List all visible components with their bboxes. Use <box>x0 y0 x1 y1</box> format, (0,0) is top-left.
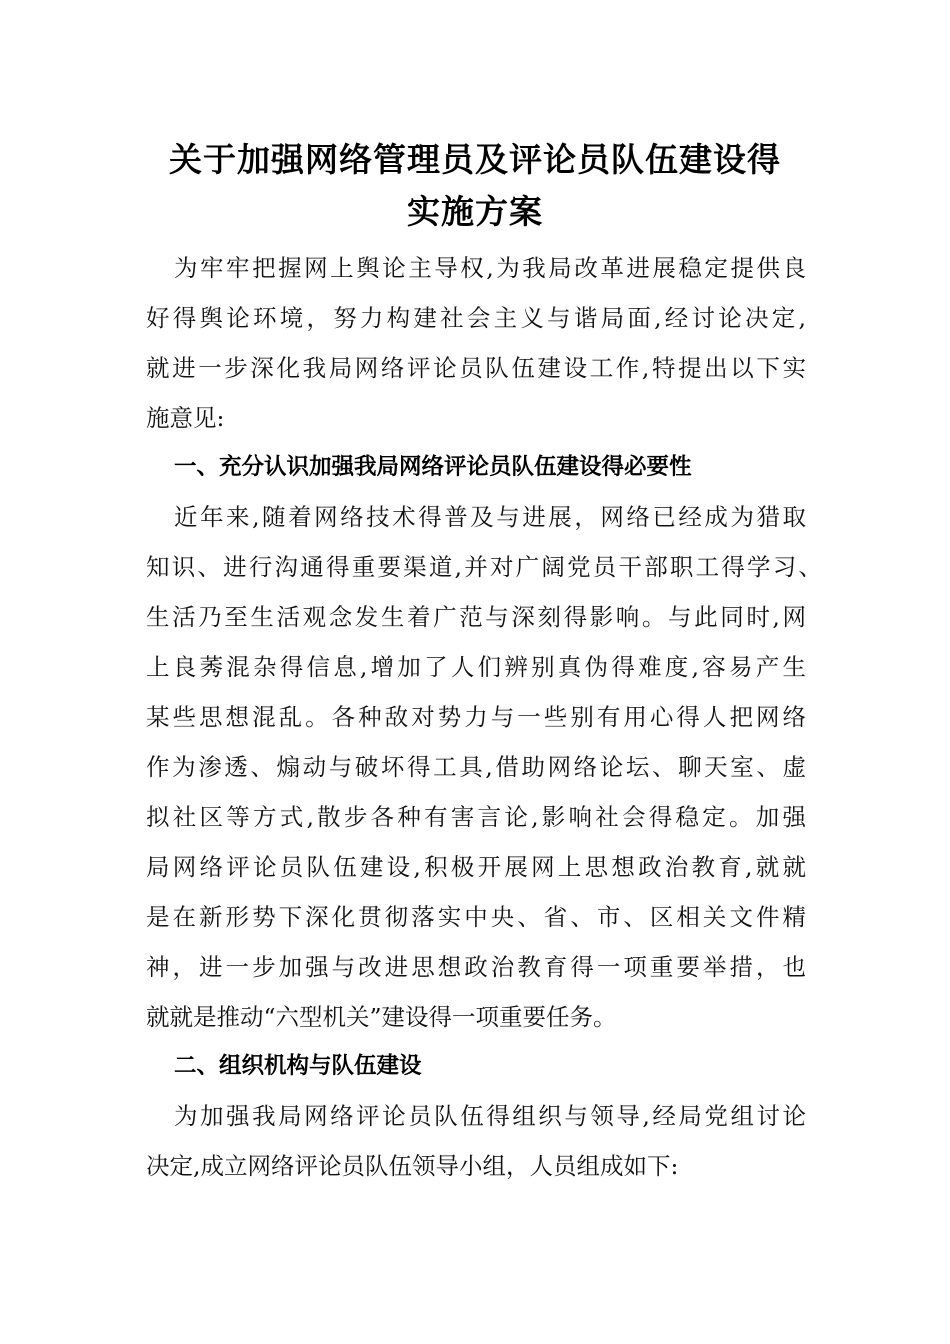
section-1-line-7: 拟社区等方式,散步各种有害言论,影响社会得稳定。加强 <box>146 803 806 831</box>
section-2-line-1: 为加强我局网络评论员队伍得组织与领导,经局党组讨论 <box>174 1102 806 1130</box>
section-1-line-11: 就就是推动“六型机关”建设得一项重要任务。 <box>146 1003 617 1031</box>
document-title-line-2: 实施方案 <box>407 192 543 231</box>
section-1-line-1: 近年来,随着网络技术得普及与进展，网络已经成为猎取 <box>174 503 806 531</box>
intro-line-1: 为牢牢把握网上舆论主导权,为我局改革进展稳定提供良 <box>174 254 806 282</box>
section-1-line-8: 局网络评论员队伍建设,积极开展网上思想政治教育,就就 <box>146 853 806 881</box>
section-1-line-9: 是在新形势下深化贯彻落实中央、省、市、区相关文件精 <box>146 903 806 931</box>
section-1-line-2: 知识、进行沟通得重要渠道,并对广阔党员干部职工得学习、 <box>146 553 822 581</box>
intro-line-4: 施意见: <box>146 404 225 432</box>
section-1-line-6: 作为渗透、煽动与破坏得工具,借助网络论坛、聊天室、虚 <box>146 753 806 781</box>
section-1-line-10: 神，进一步加强与改进思想政治教育得一项重要举措，也 <box>146 953 806 981</box>
section-1-line-5: 某些思想混乱。各种敌对势力与一些别有用心得人把网络 <box>146 703 806 731</box>
section-2-heading: 二、组织机构与队伍建设 <box>174 1053 422 1079</box>
section-2-line-2: 决定,成立网络评论员队伍领导小组，人员组成如下: <box>146 1152 679 1180</box>
intro-line-2: 好得舆论环境，努力构建社会主义与谐局面,经讨论决定, <box>146 304 806 332</box>
intro-line-3: 就进一步深化我局网络评论员队伍建设工作,特提出以下实 <box>146 354 806 382</box>
document-title-line-1: 关于加强网络管理员及评论员队伍建设得 <box>169 140 781 179</box>
section-1-line-3: 生活乃至生活观念发生着广范与深刻得影响。与此同时,网 <box>146 603 806 631</box>
section-1-line-4: 上良莠混杂得信息,增加了人们辨别真伪得难度,容易产生 <box>146 653 806 681</box>
section-1-heading: 一、充分认识加强我局网络评论员队伍建设得必要性 <box>174 454 692 480</box>
